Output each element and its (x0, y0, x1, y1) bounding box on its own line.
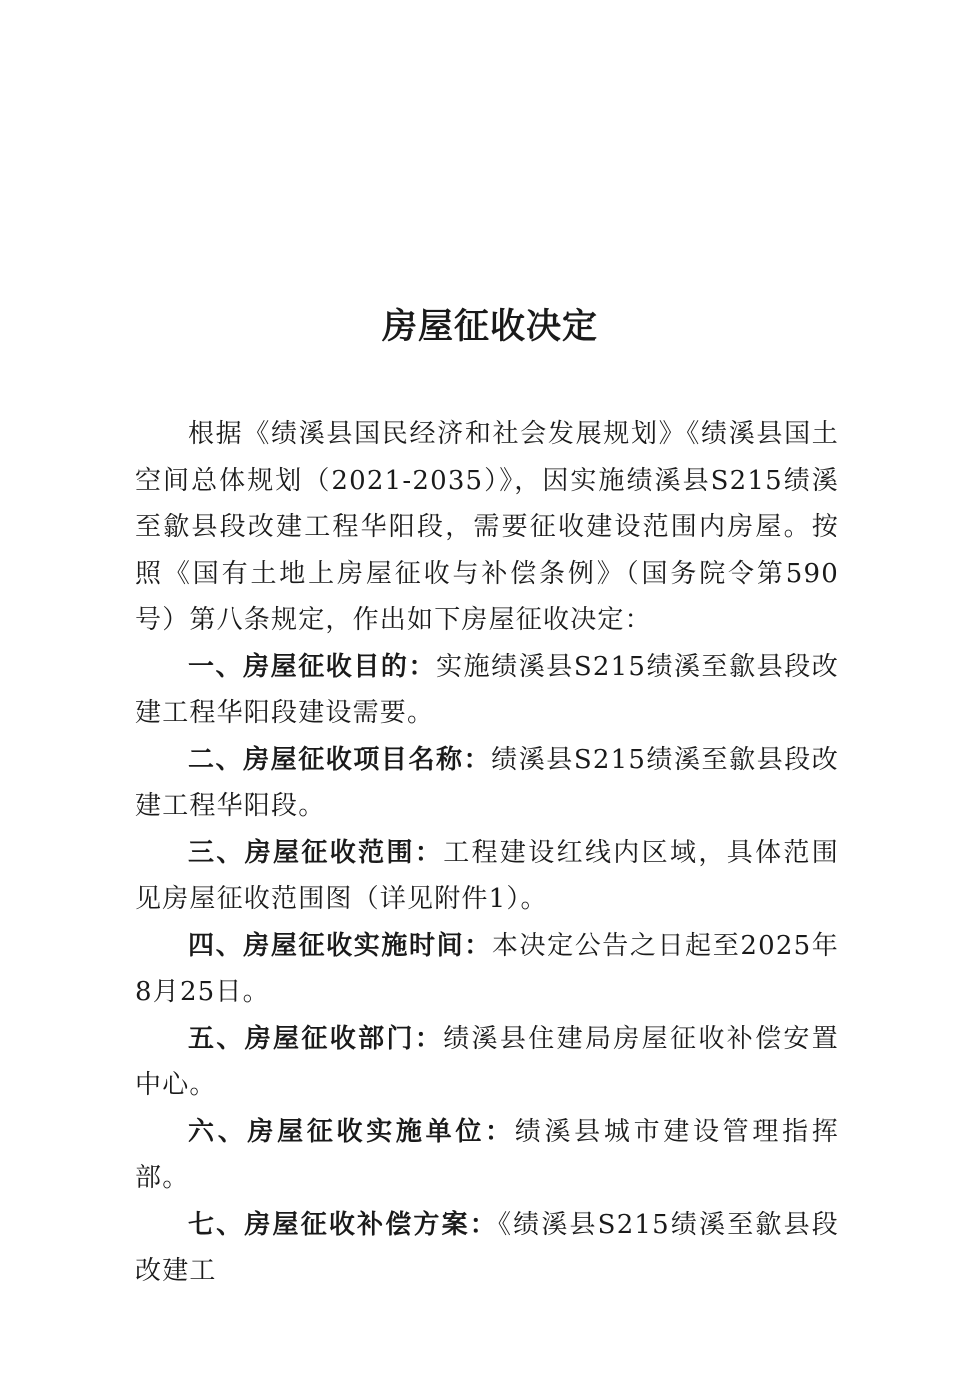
clause-heading: 二、房屋征收项目名称： (188, 744, 492, 775)
intro-paragraph: 根据《绩溪县国民经济和社会发展规划》《绩溪县国土空间总体规划（2021-2035）》，因实施绩溪县S215绩溪至歙县段改建工程华阳段，需要征收建设范围内房屋。按照《国有土地上房屋征收与补偿条例》（国务院令第590号）第八条规定，作出如下房屋征收决定： (135, 419, 839, 635)
document-body (135, 411, 839, 1295)
clause-text: 实施绩溪县S215绩溪至歙县段改建工程华阳段建设需要。 (135, 651, 839, 728)
clause-heading: 六、房屋征收实施单位： (188, 1116, 515, 1147)
clause-text: 绩溪县城市建设管理指挥部。 (135, 1116, 839, 1193)
clause-heading: 三、房屋征收范围： (188, 837, 444, 868)
clause-text: 工程建设红线内区域，具体范围见房屋征收范围图（详见附件1）。 (135, 837, 839, 914)
clause-period (135, 923, 839, 1016)
clause-department (135, 1016, 839, 1109)
clause-heading: 一、房屋征收目的： (188, 651, 437, 682)
clause-text: 绩溪县住建局房屋征收补偿安置中心。 (135, 1023, 839, 1100)
clause-heading: 七、房屋征收补偿方案： (188, 1209, 498, 1240)
clause-compensation-plan (135, 1202, 839, 1295)
clause-purpose (135, 644, 839, 737)
clause-implementing-unit (135, 1109, 839, 1202)
clause-heading: 五、房屋征收部门： (188, 1023, 444, 1054)
clause-text: 本决定公告之日起至2025年8月25日。 (135, 930, 840, 1007)
clause-text: 绩溪县S215绩溪至歙县段改建工程华阳段。 (135, 744, 839, 821)
clause-heading: 四、房屋征收实施时间： (188, 930, 492, 961)
document-title: 房屋征收决定 (381, 306, 598, 347)
clause-scope (135, 830, 839, 923)
clause-project-name (135, 737, 839, 830)
clause-text: 《绩溪县S215绩溪至歙县段改建工 (135, 1209, 839, 1286)
